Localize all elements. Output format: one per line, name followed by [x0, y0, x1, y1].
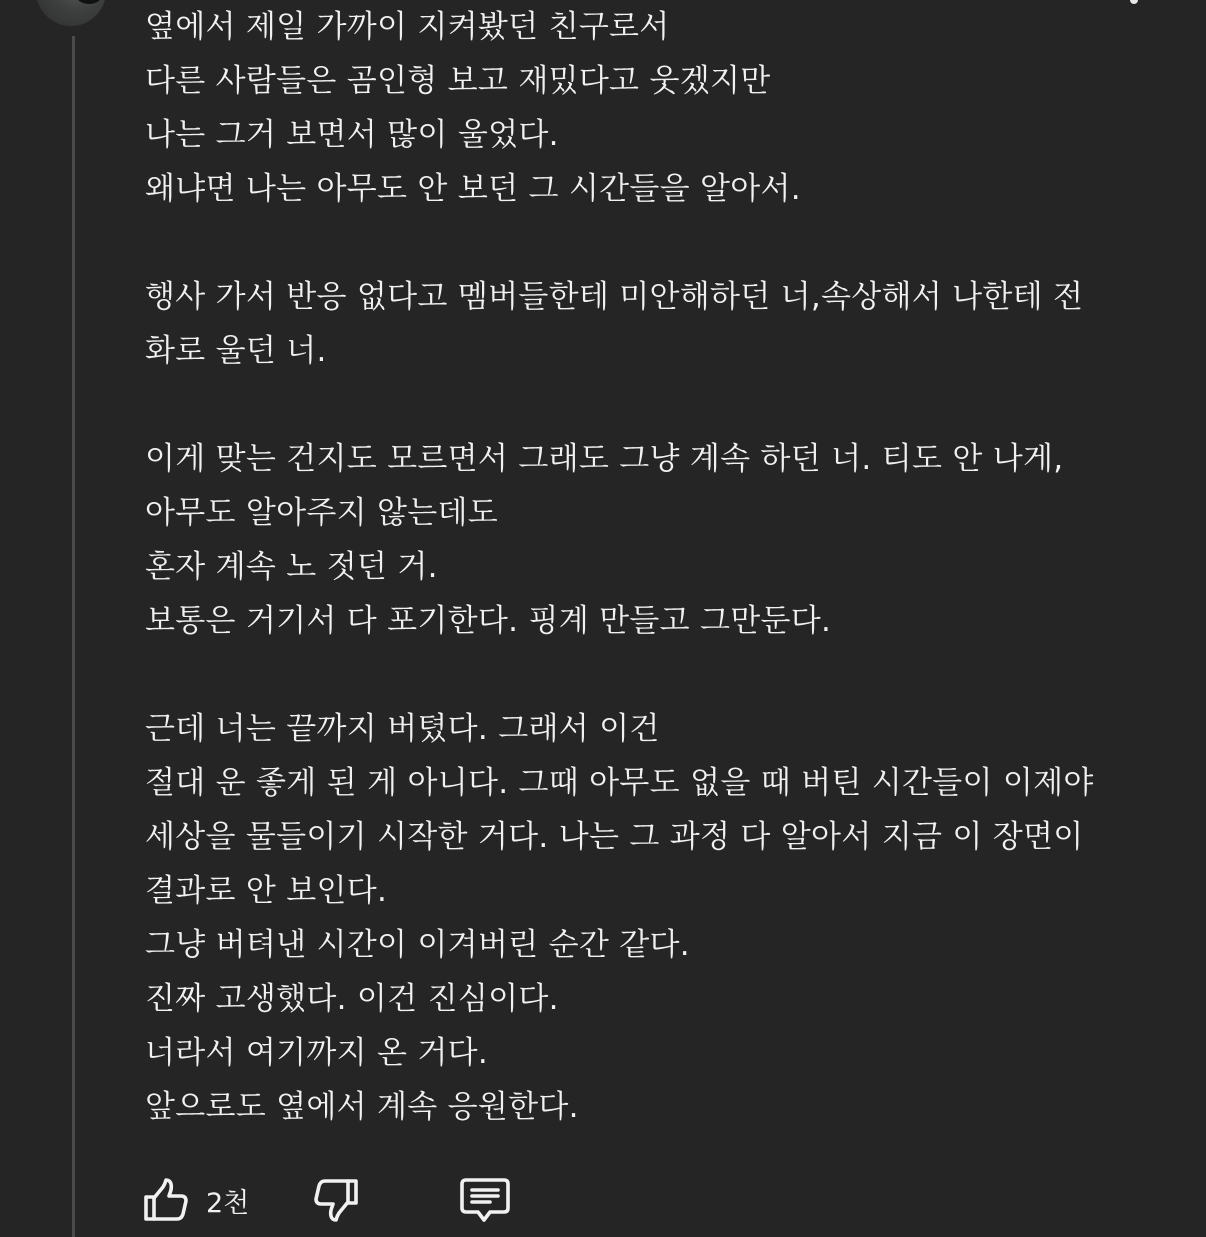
comment-line: 화로 울던 너.: [145, 333, 327, 369]
comment-line: 이게 맞는 건지도 모르면서 그래도 그냥 계속 하던 너. 티도 안 나게,: [145, 441, 1064, 477]
comment-line: 아무도 알아주지 않는데도: [145, 495, 499, 531]
comment-line: 옆에서 제일 가까이 지켜봤던 친구로서: [145, 9, 670, 45]
avatar[interactable]: [36, 0, 106, 26]
comment-line: 행사 가서 반응 없다고 멤버들한테 미안해하던 너,속상해서 나한테 전: [145, 279, 1084, 315]
like-count: 2천: [206, 1187, 250, 1219]
paragraph-gap: [145, 648, 1145, 702]
comment-line: 결과로 안 보인다.: [145, 873, 388, 909]
comment-line: 그냥 버텨낸 시간이 이겨버린 순간 같다.: [145, 927, 690, 963]
comment-line: 나는 그거 보면서 많이 울었다.: [145, 117, 559, 153]
comment-line: 왜냐면 나는 아무도 안 보던 그 시간들을 알아서.: [145, 171, 801, 207]
comment-line: 근데 너는 끝까지 버텼다. 그래서 이건: [145, 711, 660, 747]
reply-button[interactable]: [458, 1168, 512, 1232]
comment-actions: [142, 1168, 542, 1232]
comment-line: 너라서 여기까지 온 거다.: [145, 1035, 489, 1071]
thumbs-up-icon[interactable]: [142, 1176, 190, 1224]
paragraph-gap: [145, 378, 1145, 432]
comment-line: 세상을 물들이기 시작한 거다. 나는 그 과정 다 알아서 지금 이 장면이: [145, 819, 1084, 855]
like-button[interactable]: [142, 1168, 249, 1232]
comment-body: [145, 0, 1145, 1134]
dislike-button[interactable]: [312, 1168, 360, 1232]
comment-line: 혼자 계속 노 젓던 거.: [145, 549, 438, 585]
thumbs-down-icon[interactable]: [312, 1176, 360, 1224]
paragraph-gap: [145, 216, 1145, 270]
comment-line: 절대 운 좋게 된 게 아니다. 그때 아무도 없을 때 버틴 시간들이 이제야: [145, 765, 1094, 801]
comment-line: 진짜 고생했다. 이건 진심이다.: [145, 981, 559, 1017]
thread-line: [72, 36, 75, 1237]
comment-line: 다른 사람들은 곰인형 보고 재밌다고 웃겠지만: [145, 63, 771, 99]
comment-line: 앞으로도 옆에서 계속 응원한다.: [145, 1089, 579, 1125]
comment-line: 보통은 거기서 다 포기한다. 핑계 만들고 그만둔다.: [145, 603, 832, 639]
reply-comment-icon[interactable]: [458, 1174, 512, 1226]
